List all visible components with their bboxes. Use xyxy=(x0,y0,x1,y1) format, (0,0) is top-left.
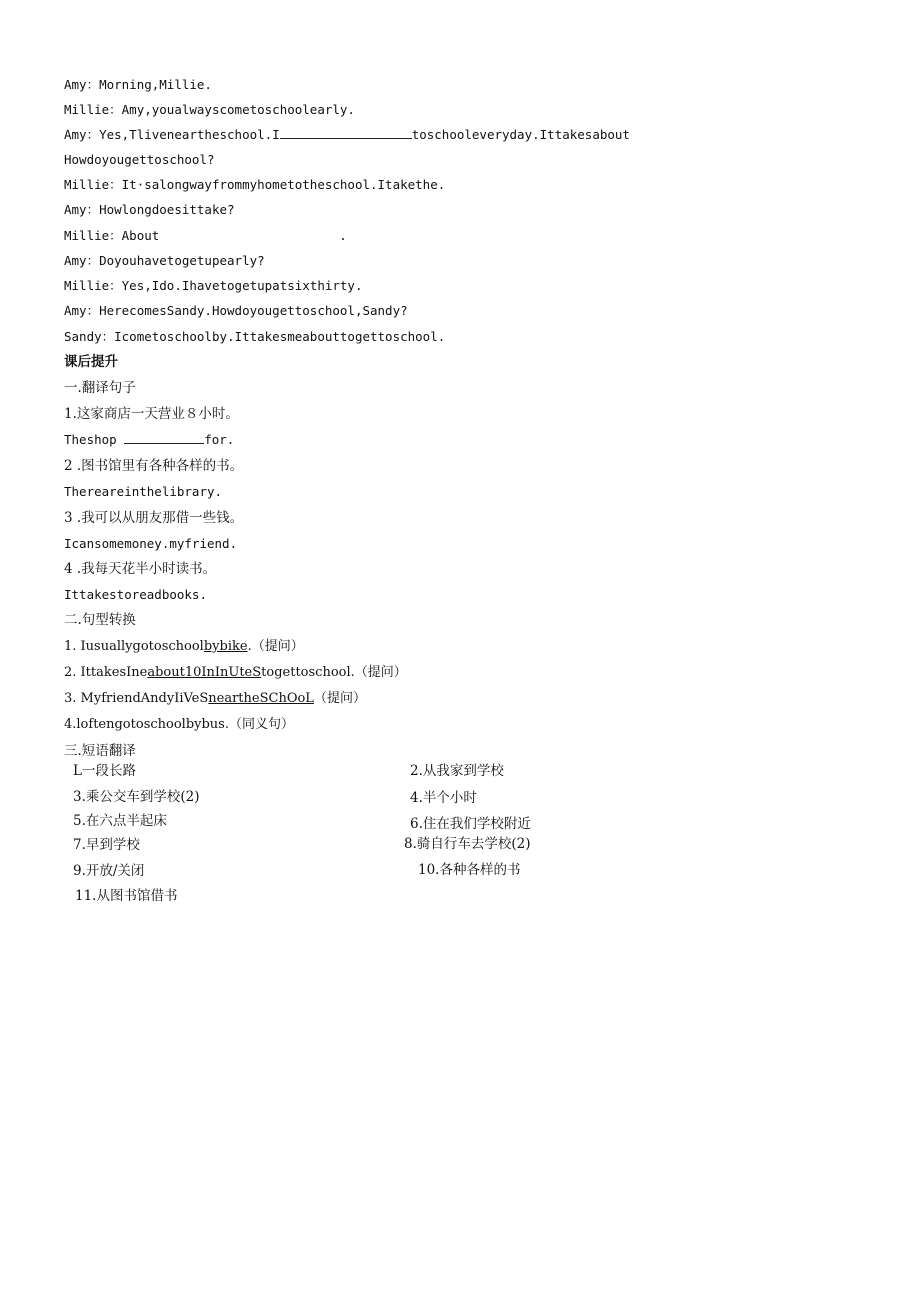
answer-text: Theshop xyxy=(64,432,117,447)
part2-title: 二.句型转换 xyxy=(64,612,136,628)
phrase-item: 7.早到学校 xyxy=(73,837,140,853)
dialogue-line: Millie：Yes,Ido.Ihavetogetupatsixthirty. xyxy=(64,278,363,293)
transform-item xyxy=(64,639,304,655)
underlined-text: bybike xyxy=(203,639,248,654)
item-text: 3. MyfriendAndyIiVeS xyxy=(64,691,209,706)
phrase-item: 6.住在我们学校附近 xyxy=(410,816,531,832)
answer-text: for. xyxy=(204,432,235,447)
dialogue-line: Millie：It·salongwayfrommyhometotheschool.Itakethe. xyxy=(64,177,446,192)
answer-blank[interactable] xyxy=(124,432,204,444)
dialogue-line: Amy：Doyouhavetogetupearly? xyxy=(64,253,265,268)
phrase-item: 3.乘公交车到学校(2) xyxy=(73,789,200,805)
item-text: 2. IttakesIne xyxy=(64,665,148,680)
question: 1.这家商店一天营业８小时。 xyxy=(64,406,239,422)
dialogue-text: Millie：About xyxy=(64,228,160,243)
dialogue-line: Amy：HerecomesSandy.Howdoyougettoschool,Sandy? xyxy=(64,303,408,318)
dialogue-line: Amy：Morning,Millie. xyxy=(64,77,212,92)
answer-line xyxy=(64,432,234,448)
dialogue-line: Millie：Amy,youalwayscometoschoolearly. xyxy=(64,102,355,117)
phrase-item: 8.骑自行车去学校(2) xyxy=(404,836,531,852)
phrase-item: 4.半个小时 xyxy=(410,790,477,806)
item-text: togettoschool.（提问） xyxy=(261,665,407,680)
dialogue-text: toschooleveryday.Ittakesabout xyxy=(411,127,630,142)
dialogue-line: Sandy：Icometoschoolby.Ittakesmeabouttogettoschool. xyxy=(64,329,446,344)
phrase-item: 2.从我家到学校 xyxy=(410,763,504,779)
phrase-item: L一段长路 xyxy=(73,763,136,779)
question: 2 .图书馆里有各种各样的书。 xyxy=(64,458,244,474)
answer-blank[interactable] xyxy=(280,127,412,139)
transform-item xyxy=(64,691,366,707)
item-text: .（提问） xyxy=(247,639,304,654)
dialogue-line: Howdoyougettoschool? xyxy=(64,152,215,167)
section-title: 课后提升 xyxy=(64,354,118,370)
phrase-item: 5.在六点半起床 xyxy=(73,813,167,829)
underlined-text: neartheSChOoL xyxy=(208,691,314,706)
dialogue-line xyxy=(64,127,630,143)
answer-line: Ittakestoreadbooks. xyxy=(64,587,207,602)
dialogue-text: Amy：Yes,Tliveneartheschool.I xyxy=(64,127,280,142)
question: 4 .我每天花半小时读书。 xyxy=(64,561,217,577)
part3-title: 三.短语翻译 xyxy=(64,743,136,759)
question: 3 .我可以从朋友那借一些钱。 xyxy=(64,510,244,526)
dialogue-line: Amy：Howlongdoesittake? xyxy=(64,202,235,217)
item-text: 4.loftengotoschoolbybus.（同义句） xyxy=(64,717,294,732)
item-text: （提问） xyxy=(313,691,366,706)
transform-item xyxy=(64,665,407,681)
phrase-item: 9.开放/关闭 xyxy=(73,863,145,879)
underlined-text: about10InInUteS xyxy=(147,665,262,680)
phrase-item: 10.各种各样的书 xyxy=(418,862,521,878)
item-text: 1. Iusuallygotoschool xyxy=(64,639,204,654)
answer-line: Therearein​thelibrary. xyxy=(64,484,223,499)
transform-item xyxy=(64,717,294,733)
dialogue-text: . xyxy=(339,228,347,243)
phrase-item: 11.从图书馆借书 xyxy=(75,888,178,904)
answer-line: Icansomemoney.myfriend. xyxy=(64,536,238,551)
dialogue-line xyxy=(64,228,347,244)
part1-title: 一.翻译句子 xyxy=(64,380,136,396)
